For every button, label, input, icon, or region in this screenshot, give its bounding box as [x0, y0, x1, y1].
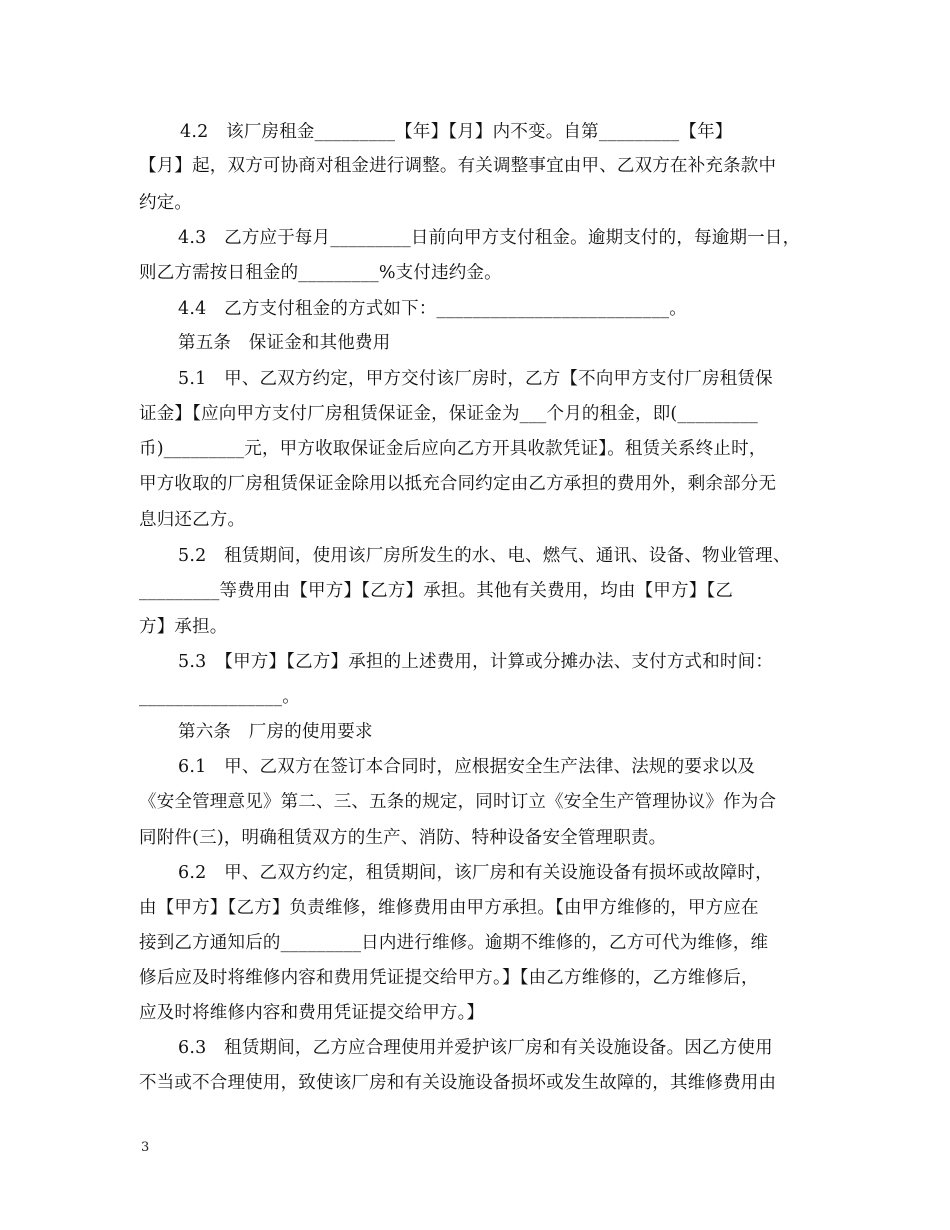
text-line: 不当或不合理使用，致使该厂房和有关设施设备损坏或发生故障的，其维修费用由: [139, 1073, 777, 1093]
text-line: _________等费用由【甲方】【乙方】承担。其他有关费用，均由【甲方】【乙: [139, 581, 734, 601]
text-line: 则乙方需按日租金的_________%支付违约金。: [139, 263, 502, 283]
text-line: 6.3 租赁期间，乙方应合理使用并爱护该厂房和有关设施设备。因乙方使用: [178, 1038, 773, 1058]
text-line: 息归还乙方。: [139, 510, 246, 530]
section-heading: 第五条 保证金和其他费用: [178, 333, 391, 353]
page-number: 3: [141, 1140, 150, 1155]
text-line: 4.2 该厂房租金_________【年】【月】内不变。自第_________【年】: [180, 122, 733, 142]
text-line: 6.1 甲、乙双方在签订本合同时，应根据安全生产法律、法规的要求以及: [178, 757, 756, 777]
text-line: 接到乙方通知后的_________日内进行维修。逾期不维修的，乙方可代为维修，维: [139, 933, 769, 953]
text-line: 【月】起，双方可协商对租金进行调整。有关调整事宜由甲、乙双方在补充条款中: [139, 156, 777, 176]
text-line: 《安全管理意见》第二、三、五条的规定，同时订立《安全生产管理协议》作为合: [139, 792, 777, 812]
text-line: 币)_________元，甲方收取保证金后应向乙方开具收款凭证】。租赁关系终止时，: [139, 439, 767, 459]
text-line: 5.3 【甲方】【乙方】承担的上述费用，计算或分摊办法、支付方式和时间：: [178, 652, 774, 672]
text-line: ________________。: [139, 687, 300, 707]
text-line: 甲方收取的厂房租赁保证金除用以抵充合同约定由乙方承担的费用外，剩余部分无: [139, 474, 777, 494]
text-line: 4.4 乙方支付租金的方式如下：__________________________。: [178, 299, 687, 319]
text-line: 由【甲方】【乙方】负责维修，维修费用由甲方承担。【由甲方维修的，甲方应在: [139, 898, 759, 918]
text-line: 约定。: [139, 193, 193, 213]
text-line: 同附件(三)，明确租赁双方的生产、消防、特种设备安全管理职责。: [139, 828, 667, 848]
text-line: 6.2 甲、乙双方约定，租赁期间，该厂房和有关设施设备有损坏或故障时，: [178, 863, 773, 883]
section-heading: 第六条 厂房的使用要求: [178, 722, 373, 742]
text-line: 证金】【应向甲方支付厂房租赁保证金，保证金为___个月的租金，即(_________: [139, 404, 758, 424]
text-line: 5.1 甲、乙双方约定，甲方交付该厂房时，乙方【不向甲方支付厂房租赁保: [178, 369, 773, 389]
text-line: 修后应及时将维修内容和费用凭证提交给甲方。】【由乙方维修的，乙方维修后，: [139, 968, 759, 988]
text-line: 5.2 租赁期间，使用该厂房所发生的水、电、燃气、通讯、设备、物业管理、: [178, 546, 791, 566]
text-line: 方】承担。: [139, 617, 228, 637]
text-line: 应及时将维修内容和费用凭证提交给甲方。】: [139, 1003, 485, 1023]
text-line: 4.3 乙方应于每月_________日前向甲方支付租金。逾期支付的，每逾期一日，: [178, 228, 801, 248]
